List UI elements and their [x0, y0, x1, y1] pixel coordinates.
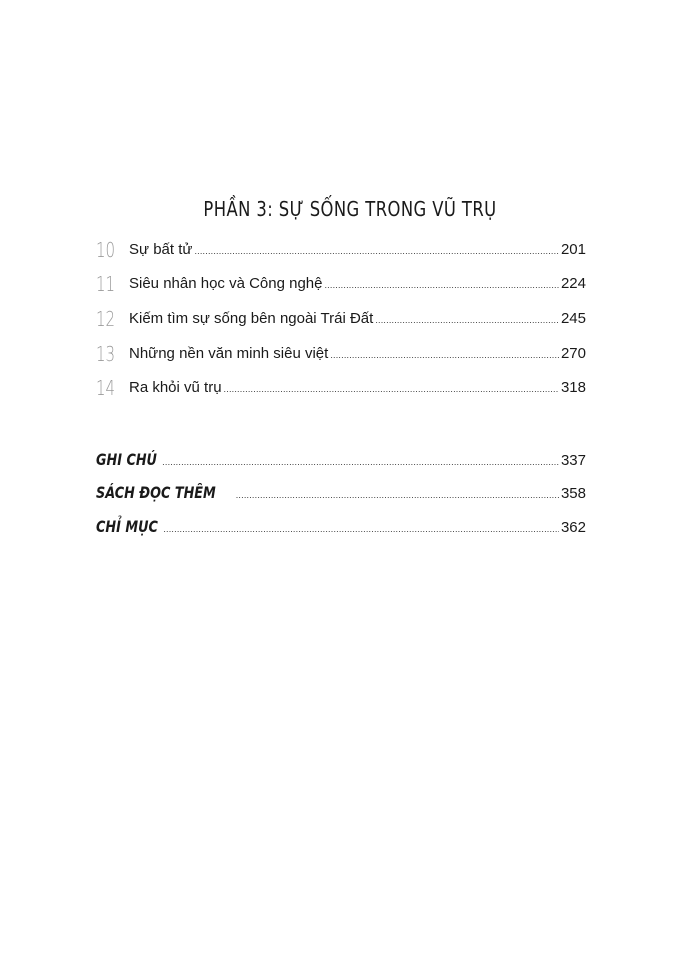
- chapter-page-number: 245: [560, 310, 586, 327]
- chapter-number: 14: [96, 376, 116, 400]
- dot-leader: [194, 238, 559, 264]
- toc-chapter-row[interactable]: [0, 306, 700, 332]
- dot-leader: [324, 272, 558, 298]
- chapter-title: Ra khỏi vũ trụ: [129, 379, 222, 396]
- chapter-title: Kiếm tìm sự sống bên ngoài Trái Đất: [129, 310, 374, 327]
- toc-chapter-row[interactable]: [0, 237, 700, 263]
- chapter-title: Những nền văn minh siêu việt: [129, 345, 329, 362]
- chapter-number: 11: [96, 272, 116, 296]
- chapter-number: 10: [96, 238, 116, 262]
- toc-chapter-row[interactable]: [0, 375, 700, 401]
- toc-back-matter-row[interactable]: [0, 447, 700, 473]
- back-matter-page-number: 358: [560, 485, 586, 502]
- back-matter-title: CHỈ MỤC: [96, 517, 158, 536]
- dot-leader: [163, 516, 559, 542]
- chapter-number: 12: [96, 307, 116, 331]
- back-matter-page-number: 337: [560, 452, 586, 469]
- toc-back-matter-row[interactable]: [0, 480, 700, 506]
- dot-leader: [375, 307, 559, 333]
- chapter-page-number: 318: [560, 379, 586, 396]
- chapter-number: 13: [96, 342, 116, 366]
- dot-leader: [236, 482, 559, 508]
- dot-leader: [224, 376, 559, 402]
- chapter-page-number: 270: [560, 345, 586, 362]
- chapter-title: Sự bất tử: [129, 241, 193, 258]
- toc-chapter-row[interactable]: [0, 341, 700, 367]
- back-matter-page-number: 362: [560, 519, 586, 536]
- toc-chapter-row[interactable]: [0, 271, 700, 297]
- toc-back-matter-row[interactable]: [0, 514, 700, 540]
- chapter-page-number: 201: [560, 241, 586, 258]
- part-title: PHẦN 3: SỰ SỐNG TRONG VŨ TRỤ: [203, 197, 497, 221]
- back-matter-title: SÁCH ĐỌC THÊM: [96, 483, 216, 502]
- chapter-title: Siêu nhân học và Công nghệ: [129, 275, 323, 292]
- dot-leader: [330, 342, 559, 368]
- dot-leader: [162, 449, 559, 475]
- back-matter-title: GHI CHÚ: [96, 450, 157, 469]
- chapter-page-number: 224: [560, 275, 586, 292]
